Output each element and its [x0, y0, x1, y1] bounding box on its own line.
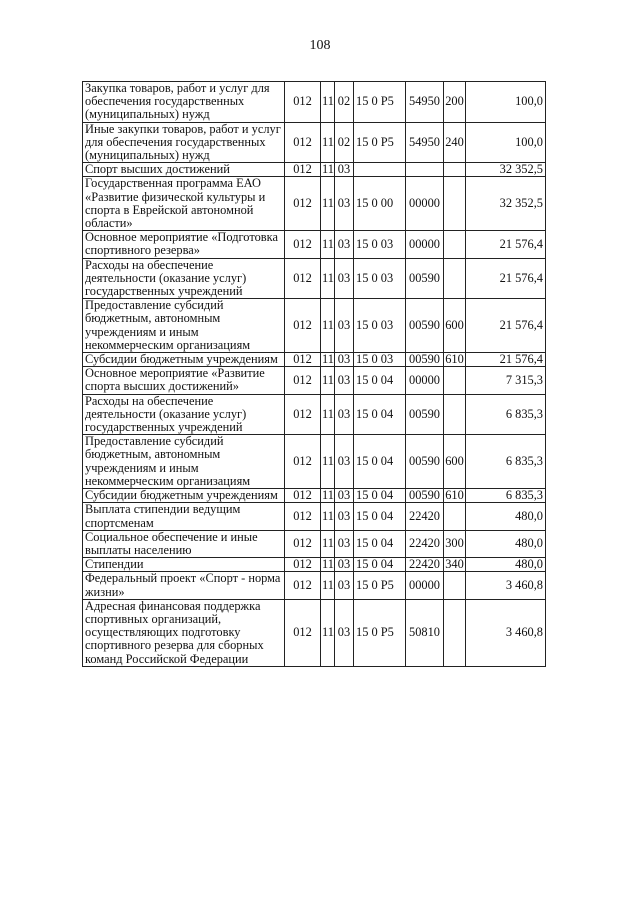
budget-table [82, 81, 546, 667]
direction-code: 22420 [406, 503, 444, 530]
direction-code: 00590 [406, 489, 444, 503]
amount: 100,0 [466, 82, 546, 123]
amount: 32 352,5 [466, 163, 546, 177]
direction-code: 54950 [406, 122, 444, 163]
section-code: 11 [321, 435, 335, 489]
expense-type-code: 240 [444, 122, 466, 163]
program-code: 15 0 03 [354, 231, 406, 258]
section-code: 11 [321, 177, 335, 231]
ministry-code: 012 [285, 503, 321, 530]
expense-type-code [444, 503, 466, 530]
expense-type-code [444, 367, 466, 394]
section-code: 11 [322, 162, 334, 177]
subsection-code: 03 [335, 503, 354, 530]
amount: 21 576,4 [466, 231, 546, 258]
budget-rows [83, 82, 546, 667]
subsection-code: 03 [335, 177, 354, 231]
program-code: 15 0 04 [354, 367, 406, 394]
table-row [83, 163, 546, 177]
table-row [83, 599, 546, 666]
subsection-code: 03 [335, 353, 354, 367]
row-name: Государственная программа ЕАО «Развитие физической культуры и спорта в Еврейской автономной области» [83, 177, 285, 231]
program-code: 15 0 P5 [354, 82, 406, 123]
amount: 6 835,3 [466, 489, 546, 503]
amount: 21 576,4 [466, 353, 546, 367]
amount: 32 352,5 [466, 177, 546, 231]
section-code: 11 [321, 82, 335, 123]
section-code: 11 [321, 122, 335, 163]
table-row [83, 530, 546, 557]
table-row [83, 435, 546, 489]
subsection-code: 03 [335, 231, 354, 258]
row-name: Субсидии бюджетным учреждениям [83, 489, 285, 503]
table-row [83, 489, 546, 503]
expense-type-code [444, 231, 466, 258]
table-row [83, 394, 546, 435]
direction-code: 00590 [406, 353, 444, 367]
expense-type-code: 200 [444, 82, 466, 123]
subsection-code: 03 [335, 367, 354, 394]
subsection-code: 02 [335, 82, 354, 123]
row-name: Субсидии бюджетным учреждениям [83, 353, 285, 367]
subsection-code: 03 [335, 599, 354, 666]
expense-type-code [444, 394, 466, 435]
program-code: 15 0 04 [354, 530, 406, 557]
table-row [83, 82, 546, 123]
ministry-code: 012 [285, 177, 321, 231]
ministry-code: 012 [285, 299, 321, 353]
expense-type-code: 600 [444, 435, 466, 489]
page-number: 108 [309, 38, 331, 53]
row-name: Закупка товаров, работ и услуг для обеспечения государственных (муниципальных) нужд [83, 82, 285, 123]
ministry-code: 012 [285, 558, 321, 572]
row-name: Адресная финансовая поддержка спортивных организаций, осуществляющих подготовку спортивного резерва для сборных команд Российской Федерации [83, 599, 285, 666]
table-row [83, 353, 546, 367]
direction-code: 22420 [406, 558, 444, 572]
program-code: 15 0 P5 [354, 599, 406, 666]
amount: 100,0 [466, 122, 546, 163]
ministry-code: 012 [285, 163, 321, 177]
direction-code: 00590 [406, 299, 444, 353]
expense-type-code: 600 [444, 299, 466, 353]
subsection-code: 03 [335, 435, 354, 489]
ministry-code: 012 [285, 82, 321, 123]
direction-code: 00590 [406, 394, 444, 435]
subsection-code: 03 [335, 258, 354, 299]
section-code: 11 [322, 488, 334, 503]
section-code: 11 [321, 503, 335, 530]
amount: 3 460,8 [466, 599, 546, 666]
program-code: 15 0 03 [354, 353, 406, 367]
section-code: 11 [321, 572, 335, 599]
amount: 480,0 [466, 558, 546, 572]
amount: 21 576,4 [466, 299, 546, 353]
row-name: Иные закупки товаров, работ и услуг для обеспечения государственных (муниципальных) нужд [83, 122, 285, 163]
amount: 21 576,4 [466, 258, 546, 299]
program-code: 15 0 04 [354, 394, 406, 435]
subsection-code: 03 [335, 299, 354, 353]
row-name: Основное мероприятие «Подготовка спортивного резерва» [83, 231, 285, 258]
ministry-code: 012 [285, 599, 321, 666]
section-code: 11 [321, 367, 335, 394]
direction-code: 00590 [406, 258, 444, 299]
ministry-code: 012 [285, 394, 321, 435]
row-name: Расходы на обеспечение деятельности (оказание услуг) государственных учреждений [83, 258, 285, 299]
amount: 6 835,3 [466, 435, 546, 489]
row-name: Основное мероприятие «Развитие спорта высших достижений» [83, 367, 285, 394]
ministry-code: 012 [285, 353, 321, 367]
ministry-code: 012 [285, 489, 321, 503]
program-code: 15 0 03 [354, 258, 406, 299]
row-name: Предоставление субсидий бюджетным, автономным учреждениям и иным некоммерческим организациям [83, 299, 285, 353]
amount: 7 315,3 [466, 367, 546, 394]
section-code: 11 [322, 352, 334, 367]
direction-code: 00000 [406, 572, 444, 599]
row-name: Спорт высших достижений [83, 163, 285, 177]
subsection-code: 03 [335, 558, 354, 572]
amount: 480,0 [466, 530, 546, 557]
section-code: 11 [321, 258, 335, 299]
ministry-code: 012 [285, 231, 321, 258]
subsection-code: 03 [335, 163, 354, 177]
table-row [83, 299, 546, 353]
direction-code: 22420 [406, 530, 444, 557]
expense-type-code: 610 [445, 352, 464, 367]
row-name: Расходы на обеспечение деятельности (оказание услуг) государственных учреждений [83, 394, 285, 435]
section-code: 11 [321, 394, 335, 435]
section-code: 11 [321, 599, 335, 666]
table-row [83, 367, 546, 394]
direction-code: 00590 [406, 435, 444, 489]
row-name: Стипендии [83, 558, 285, 572]
direction-code: 00000 [406, 367, 444, 394]
row-name: Социальное обеспечение и иные выплаты населению [83, 530, 285, 557]
program-code: 15 0 00 [354, 177, 406, 231]
table-row [83, 558, 546, 572]
table-row [83, 122, 546, 163]
ministry-code: 012 [285, 530, 321, 557]
expense-type-code [444, 163, 466, 177]
amount: 3 460,8 [466, 572, 546, 599]
subsection-code: 03 [335, 489, 354, 503]
section-code: 11 [321, 231, 335, 258]
program-code: 15 0 03 [354, 299, 406, 353]
ministry-code: 012 [285, 367, 321, 394]
row-name: Выплата стипендии ведущим спортсменам [83, 503, 285, 530]
program-code: 15 0 04 [354, 489, 406, 503]
subsection-code: 03 [335, 530, 354, 557]
section-code: 11 [322, 557, 334, 572]
expense-type-code: 610 [445, 488, 464, 503]
direction-code: 50810 [406, 599, 444, 666]
row-name: Предоставление субсидий бюджетным, автономным учреждениям и иным некоммерческим организациям [83, 435, 285, 489]
ministry-code: 012 [285, 435, 321, 489]
direction-code: 00000 [406, 177, 444, 231]
direction-code [406, 163, 444, 177]
program-code: 15 0 04 [354, 558, 406, 572]
section-code: 11 [321, 299, 335, 353]
direction-code: 00000 [406, 231, 444, 258]
expense-type-code [444, 258, 466, 299]
table-row [83, 572, 546, 599]
table-row [83, 503, 546, 530]
table-row [83, 258, 546, 299]
program-code: 15 0 P5 [354, 572, 406, 599]
ministry-code: 012 [285, 572, 321, 599]
section-code: 11 [321, 530, 335, 557]
program-code: 15 0 04 [354, 503, 406, 530]
expense-type-code [444, 599, 466, 666]
expense-type-code [444, 177, 466, 231]
program-code [354, 163, 406, 177]
direction-code: 54950 [406, 82, 444, 123]
subsection-code: 03 [335, 394, 354, 435]
program-code: 15 0 P5 [354, 122, 406, 163]
amount: 480,0 [466, 503, 546, 530]
expense-type-code: 300 [444, 530, 466, 557]
ministry-code: 012 [285, 122, 321, 163]
row-name: Федеральный проект «Спорт - норма жизни» [83, 572, 285, 599]
ministry-code: 012 [285, 258, 321, 299]
table-row [83, 231, 546, 258]
subsection-code: 02 [335, 122, 354, 163]
table-row [83, 177, 546, 231]
amount: 6 835,3 [466, 394, 546, 435]
program-code: 15 0 04 [354, 435, 406, 489]
expense-type-code: 340 [445, 557, 464, 572]
expense-type-code [444, 572, 466, 599]
subsection-code: 03 [335, 572, 354, 599]
